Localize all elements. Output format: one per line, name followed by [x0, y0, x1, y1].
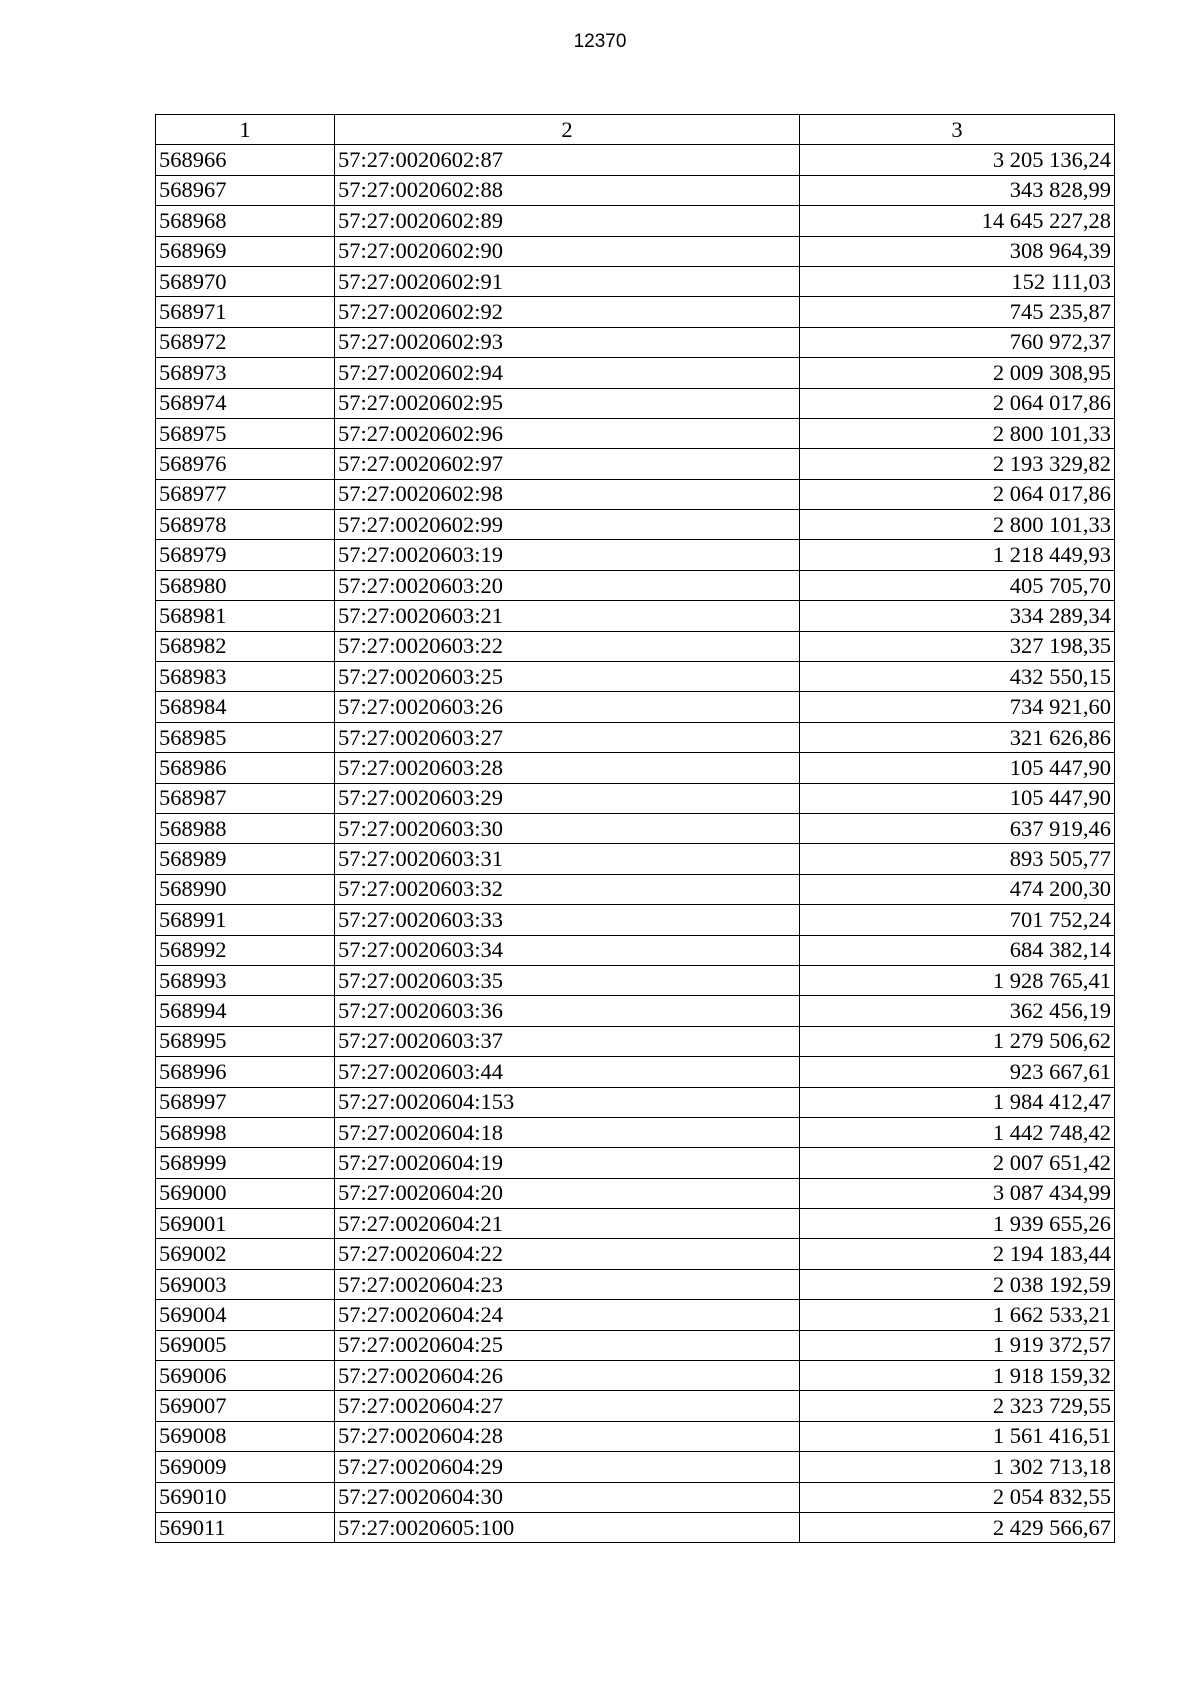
- value-cell: 893 505,77: [800, 844, 1115, 874]
- row-number-cell: 568980: [156, 570, 335, 600]
- row-number-cell: 568974: [156, 388, 335, 418]
- cadastral-number-cell: 57:27:0020603:37: [335, 1026, 800, 1056]
- row-number-cell: 569004: [156, 1300, 335, 1330]
- row-number-cell: 568987: [156, 783, 335, 813]
- value-cell: 474 200,30: [800, 874, 1115, 904]
- table-row: [156, 358, 1115, 388]
- table-row: [156, 418, 1115, 448]
- table-row: [156, 479, 1115, 509]
- row-number-cell: 569010: [156, 1482, 335, 1512]
- table-row: [156, 297, 1115, 327]
- table-row: [156, 1452, 1115, 1482]
- value-cell: 923 667,61: [800, 1057, 1115, 1087]
- cadastral-number-cell: 57:27:0020603:44: [335, 1057, 800, 1087]
- row-number-cell: 568975: [156, 418, 335, 448]
- table-row: [156, 540, 1115, 570]
- cadastral-number-cell: 57:27:0020604:153: [335, 1087, 800, 1117]
- table-row: [156, 1391, 1115, 1421]
- row-number-cell: 568967: [156, 175, 335, 205]
- table-row: [156, 327, 1115, 357]
- cadastral-number-cell: 57:27:0020603:36: [335, 996, 800, 1026]
- column-header-1: 1: [156, 115, 335, 145]
- table-row: [156, 601, 1115, 631]
- row-number-cell: 568981: [156, 601, 335, 631]
- table-row: [156, 1239, 1115, 1269]
- table-row: [156, 1087, 1115, 1117]
- value-cell: 684 382,14: [800, 935, 1115, 965]
- cadastral-number-cell: 57:27:0020603:19: [335, 540, 800, 570]
- cadastral-number-cell: 57:27:0020604:30: [335, 1482, 800, 1512]
- page-number: 12370: [573, 31, 627, 52]
- value-cell: 327 198,35: [800, 631, 1115, 661]
- cadastral-number-cell: 57:27:0020603:28: [335, 753, 800, 783]
- value-cell: 152 111,03: [800, 266, 1115, 296]
- cadastral-number-cell: 57:27:0020603:25: [335, 662, 800, 692]
- header-row: [156, 115, 1115, 145]
- table-row: [156, 813, 1115, 843]
- table-row: [156, 1330, 1115, 1360]
- table-row: [156, 145, 1115, 175]
- row-number-cell: 568992: [156, 935, 335, 965]
- value-cell: 308 964,39: [800, 236, 1115, 266]
- table-row: [156, 1148, 1115, 1178]
- row-number-cell: 568971: [156, 297, 335, 327]
- value-cell: 1 928 765,41: [800, 965, 1115, 995]
- value-cell: 2 194 183,44: [800, 1239, 1115, 1269]
- cadastral-number-cell: 57:27:0020604:27: [335, 1391, 800, 1421]
- value-cell: 1 279 506,62: [800, 1026, 1115, 1056]
- row-number-cell: 568997: [156, 1087, 335, 1117]
- cadastral-number-cell: 57:27:0020604:24: [335, 1300, 800, 1330]
- value-cell: 1 302 713,18: [800, 1452, 1115, 1482]
- value-cell: 2 054 832,55: [800, 1482, 1115, 1512]
- row-number-cell: 568985: [156, 722, 335, 752]
- value-cell: 637 919,46: [800, 813, 1115, 843]
- value-cell: 2 800 101,33: [800, 418, 1115, 448]
- column-header-3: 3: [800, 115, 1115, 145]
- cadastral-number-cell: 57:27:0020602:96: [335, 418, 800, 448]
- table-row: [156, 692, 1115, 722]
- cadastral-number-cell: 57:27:0020604:25: [335, 1330, 800, 1360]
- cadastral-number-cell: 57:27:0020602:94: [335, 358, 800, 388]
- table-row: [156, 1117, 1115, 1147]
- cadastral-number-cell: 57:27:0020603:31: [335, 844, 800, 874]
- cadastral-number-cell: 57:27:0020603:32: [335, 874, 800, 904]
- value-cell: 343 828,99: [800, 175, 1115, 205]
- cadastral-number-cell: 57:27:0020602:95: [335, 388, 800, 418]
- cadastral-number-cell: 57:27:0020604:29: [335, 1452, 800, 1482]
- column-header-2: 2: [335, 115, 800, 145]
- value-cell: 1 918 159,32: [800, 1361, 1115, 1391]
- row-number-cell: 569002: [156, 1239, 335, 1269]
- value-cell: 2 064 017,86: [800, 479, 1115, 509]
- value-cell: 1 218 449,93: [800, 540, 1115, 570]
- row-number-cell: 569006: [156, 1361, 335, 1391]
- row-number-cell: 569000: [156, 1178, 335, 1208]
- cadastral-number-cell: 57:27:0020604:20: [335, 1178, 800, 1208]
- value-cell: 2 007 651,42: [800, 1148, 1115, 1178]
- table-row: [156, 570, 1115, 600]
- value-cell: 432 550,15: [800, 662, 1115, 692]
- cadastral-number-cell: 57:27:0020602:97: [335, 449, 800, 479]
- cadastral-number-cell: 57:27:0020603:29: [335, 783, 800, 813]
- table-row: [156, 510, 1115, 540]
- row-number-cell: 568995: [156, 1026, 335, 1056]
- row-number-cell: 568993: [156, 965, 335, 995]
- row-number-cell: 568972: [156, 327, 335, 357]
- table-row: [156, 388, 1115, 418]
- value-cell: 1 939 655,26: [800, 1209, 1115, 1239]
- table-row: [156, 206, 1115, 236]
- cadastral-number-cell: 57:27:0020603:22: [335, 631, 800, 661]
- value-cell: 105 447,90: [800, 783, 1115, 813]
- cadastral-number-cell: 57:27:0020603:35: [335, 965, 800, 995]
- row-number-cell: 569001: [156, 1209, 335, 1239]
- cadastral-number-cell: 57:27:0020602:93: [335, 327, 800, 357]
- value-cell: 405 705,70: [800, 570, 1115, 600]
- row-number-cell: 568966: [156, 145, 335, 175]
- table-row: [156, 1512, 1115, 1542]
- cadastral-number-cell: 57:27:0020603:34: [335, 935, 800, 965]
- value-cell: 2 323 729,55: [800, 1391, 1115, 1421]
- cadastral-number-cell: 57:27:0020604:22: [335, 1239, 800, 1269]
- row-number-cell: 568986: [156, 753, 335, 783]
- cadastral-number-cell: 57:27:0020602:88: [335, 175, 800, 205]
- value-cell: 2 038 192,59: [800, 1269, 1115, 1299]
- table-row: [156, 449, 1115, 479]
- value-cell: 105 447,90: [800, 753, 1115, 783]
- row-number-cell: 568991: [156, 905, 335, 935]
- table-row: [156, 783, 1115, 813]
- value-cell: 1 984 412,47: [800, 1087, 1115, 1117]
- table-row: [156, 1482, 1115, 1512]
- row-number-cell: 568968: [156, 206, 335, 236]
- value-cell: 334 289,34: [800, 601, 1115, 631]
- row-number-cell: 568983: [156, 662, 335, 692]
- value-cell: 701 752,24: [800, 905, 1115, 935]
- table-row: [156, 266, 1115, 296]
- row-number-cell: 568989: [156, 844, 335, 874]
- table-row: [156, 1361, 1115, 1391]
- value-cell: 745 235,87: [800, 297, 1115, 327]
- row-number-cell: 568999: [156, 1148, 335, 1178]
- table-row: [156, 753, 1115, 783]
- value-cell: 1 561 416,51: [800, 1421, 1115, 1451]
- table-row: [156, 935, 1115, 965]
- row-number-cell: 568969: [156, 236, 335, 266]
- value-cell: 3 087 434,99: [800, 1178, 1115, 1208]
- row-number-cell: 569011: [156, 1512, 335, 1542]
- cadastral-number-cell: 57:27:0020604:23: [335, 1269, 800, 1299]
- table-row: [156, 844, 1115, 874]
- cadastral-number-cell: 57:27:0020605:100: [335, 1512, 800, 1542]
- row-number-cell: 568996: [156, 1057, 335, 1087]
- value-cell: 1 442 748,42: [800, 1117, 1115, 1147]
- table-row: [156, 175, 1115, 205]
- cadastral-number-cell: 57:27:0020604:26: [335, 1361, 800, 1391]
- value-cell: 2 009 308,95: [800, 358, 1115, 388]
- row-number-cell: 568976: [156, 449, 335, 479]
- cadastral-number-cell: 57:27:0020602:87: [335, 145, 800, 175]
- row-number-cell: 569009: [156, 1452, 335, 1482]
- cadastral-number-cell: 57:27:0020603:21: [335, 601, 800, 631]
- cadastral-number-cell: 57:27:0020603:26: [335, 692, 800, 722]
- value-cell: 2 800 101,33: [800, 510, 1115, 540]
- value-cell: 321 626,86: [800, 722, 1115, 752]
- row-number-cell: 568977: [156, 479, 335, 509]
- cadastral-number-cell: 57:27:0020602:92: [335, 297, 800, 327]
- table-row: [156, 905, 1115, 935]
- cadastral-number-cell: 57:27:0020603:27: [335, 722, 800, 752]
- value-cell: 734 921,60: [800, 692, 1115, 722]
- row-number-cell: 568970: [156, 266, 335, 296]
- row-number-cell: 568978: [156, 510, 335, 540]
- row-number-cell: 569008: [156, 1421, 335, 1451]
- table-row: [156, 1300, 1115, 1330]
- row-number-cell: 568988: [156, 813, 335, 843]
- row-number-cell: 568998: [156, 1117, 335, 1147]
- table-row: [156, 662, 1115, 692]
- cadastral-number-cell: 57:27:0020602:91: [335, 266, 800, 296]
- registry-table: [155, 114, 1115, 1543]
- table-row: [156, 996, 1115, 1026]
- value-cell: 2 429 566,67: [800, 1512, 1115, 1542]
- row-number-cell: 569005: [156, 1330, 335, 1360]
- cadastral-number-cell: 57:27:0020604:21: [335, 1209, 800, 1239]
- row-number-cell: 569007: [156, 1391, 335, 1421]
- value-cell: 14 645 227,28: [800, 206, 1115, 236]
- value-cell: 3 205 136,24: [800, 145, 1115, 175]
- cadastral-number-cell: 57:27:0020604:19: [335, 1148, 800, 1178]
- row-number-cell: 569003: [156, 1269, 335, 1299]
- table-row: [156, 1057, 1115, 1087]
- value-cell: 2 193 329,82: [800, 449, 1115, 479]
- table-row: [156, 1209, 1115, 1239]
- table-row: [156, 1269, 1115, 1299]
- cadastral-number-cell: 57:27:0020602:89: [335, 206, 800, 236]
- cadastral-number-cell: 57:27:0020603:30: [335, 813, 800, 843]
- value-cell: 1 662 533,21: [800, 1300, 1115, 1330]
- cadastral-number-cell: 57:27:0020602:98: [335, 479, 800, 509]
- cadastral-number-cell: 57:27:0020604:28: [335, 1421, 800, 1451]
- value-cell: 2 064 017,86: [800, 388, 1115, 418]
- cadastral-number-cell: 57:27:0020602:99: [335, 510, 800, 540]
- row-number-cell: 568994: [156, 996, 335, 1026]
- cadastral-number-cell: 57:27:0020602:90: [335, 236, 800, 266]
- table-row: [156, 1421, 1115, 1451]
- cadastral-number-cell: 57:27:0020603:20: [335, 570, 800, 600]
- table-row: [156, 631, 1115, 661]
- table-row: [156, 965, 1115, 995]
- value-cell: 1 919 372,57: [800, 1330, 1115, 1360]
- table-row: [156, 874, 1115, 904]
- table-row: [156, 236, 1115, 266]
- row-number-cell: 568982: [156, 631, 335, 661]
- cadastral-number-cell: 57:27:0020604:18: [335, 1117, 800, 1147]
- table-body: [156, 145, 1115, 1543]
- cadastral-number-cell: 57:27:0020603:33: [335, 905, 800, 935]
- table-row: [156, 1178, 1115, 1208]
- row-number-cell: 568990: [156, 874, 335, 904]
- table-row: [156, 722, 1115, 752]
- table-row: [156, 1026, 1115, 1056]
- row-number-cell: 568973: [156, 358, 335, 388]
- table-header: [156, 115, 1115, 145]
- value-cell: 362 456,19: [800, 996, 1115, 1026]
- row-number-cell: 568984: [156, 692, 335, 722]
- value-cell: 760 972,37: [800, 327, 1115, 357]
- row-number-cell: 568979: [156, 540, 335, 570]
